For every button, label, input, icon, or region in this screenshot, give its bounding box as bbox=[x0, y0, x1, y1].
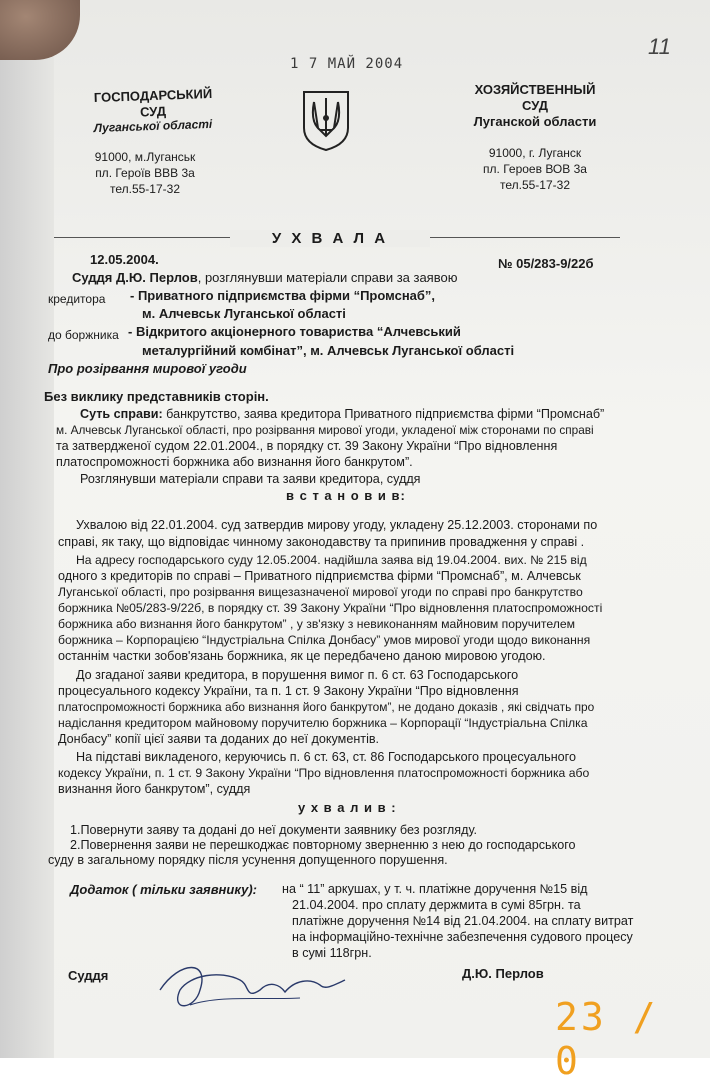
attachment-label: Додаток ( тільки заявнику): bbox=[70, 882, 257, 897]
judge-label: Суддя bbox=[68, 968, 109, 983]
body-line: процесуального кодексу України, та п. 1 ст. 9 Закону України “Про відновлення bbox=[58, 684, 519, 698]
essence-line-4: платоспроможності боржника або визнання його банкрутом”. bbox=[56, 455, 413, 469]
body-line: одного з кредиторів по справі – Приватного підприємства фірми “Промснаб”, м. Алчевськ bbox=[58, 569, 581, 583]
doc-title: У Х В А Л А bbox=[230, 230, 430, 247]
received-stamp: 1 7 МАЙ 2004 bbox=[290, 56, 404, 72]
judge-intro: Суддя Д.Ю. Перлов, розглянувши матеріали справи за заявою bbox=[72, 270, 458, 285]
address-city-right: 91000, г. Луганск bbox=[488, 146, 582, 160]
body-line: останнім частки зобов'язань боржника, як це передбачено даною мировою угодою. bbox=[58, 649, 546, 663]
essence-line-3: та затвердженої судом 22.01.2004., в порядку ст. 39 Закону України “Про відновлення bbox=[56, 439, 558, 453]
reviewed-line: Розглянувши матеріали справи та заяви кредитора, суддя bbox=[80, 472, 421, 486]
debtor-line-2: металургійний комбінат”, м. Алчевськ Луганської області bbox=[142, 343, 515, 358]
body-line: Донбасу” копії цієї заяви та доданих до неї документів. bbox=[58, 732, 380, 746]
page-shadow-edge bbox=[0, 0, 54, 1058]
address-city-left: 91000, м.Луганськ bbox=[94, 150, 196, 164]
trident-icon bbox=[300, 88, 352, 152]
court-label-left: СУД bbox=[139, 103, 167, 120]
body-line: платоспроможності боржника або визнання його банкрутом”, не додано доказів , які свідчать про bbox=[58, 700, 595, 714]
attachment-line: платіжне доручення №14 від 21.04.2004. на сплату витрат bbox=[292, 914, 634, 928]
attachment-line: на “ 11” аркушах, у т. ч. платіжне доручення №15 від bbox=[282, 882, 588, 896]
doc-number: № 05/283-9/22б bbox=[498, 256, 594, 271]
court-region-left: Луганської області bbox=[93, 116, 213, 136]
no-parties-line: Без виклику представників сторін. bbox=[44, 389, 269, 404]
phone-right: тел.55-17-32 bbox=[499, 178, 570, 192]
attachment-line: в сумі 118грн. bbox=[292, 946, 372, 960]
body-line: До згаданої заяви кредитора, в порушення вимог п. 6 ст. 63 Господарського bbox=[76, 668, 519, 682]
doc-date: 12.05.2004. bbox=[90, 252, 159, 267]
body-line: кодексу України, п. 1 ст. 9 Закону України “Про відновлення платоспроможності боржника або bbox=[58, 766, 590, 780]
body-line: визнання його банкрутом”, суддя bbox=[58, 782, 251, 796]
court-label-right: СУД bbox=[522, 98, 548, 113]
body-line: боржника №05/283-9/22б, в порядку ст. 39 Закону України “Про відновлення платоспроможності bbox=[58, 601, 603, 615]
body-line: боржника або визнання його банкрутом” , у зв'язку з невиконанням майновим поручителем bbox=[58, 617, 575, 631]
address-street-right: пл. Героев ВОВ 3а bbox=[483, 162, 587, 176]
body-line: На підставі викладеного, керуючись п. 6 ст. 63, ст. 86 Господарського процесуального bbox=[76, 750, 577, 764]
court-name-left: ГОСПОДАРСЬКИЙ bbox=[93, 85, 213, 106]
court-name-right: ХОЗЯЙСТВЕННЫЙ bbox=[474, 82, 596, 97]
attachment-line: 21.04.2004. про сплату держмита в сумі 85грн. та bbox=[292, 898, 581, 912]
creditor-label: кредитора bbox=[48, 292, 106, 306]
subject-line: Про розірвання мирової угоди bbox=[48, 361, 247, 376]
body-line: На адресу господарського суду 12.05.2004. надійшла заява від 19.04.2004. вих. № 215 від bbox=[76, 553, 587, 567]
photo-date-stamp: 23 / 0 bbox=[555, 995, 659, 1083]
body-line: справі, як таку, що відповідає чинному законодавству та припинив провадження у справі . bbox=[58, 535, 585, 549]
essence-line-1: Суть справи: банкрутство, заява кредитора Приватного підприємства фірми “Промснаб” bbox=[80, 407, 605, 421]
attachment-line: на інформаційно-технічне забезпечення судового процесу bbox=[292, 930, 633, 944]
ruling-item: 2.Повернення заяви не перешкоджає повторному зверненню з нею до господарського bbox=[70, 838, 576, 852]
finger-photo-artifact bbox=[0, 0, 80, 60]
court-region-right: Луганской области bbox=[473, 114, 597, 129]
established-heading: в с т а н о в и в: bbox=[286, 488, 406, 503]
ruled-heading: у х в а л и в : bbox=[298, 800, 397, 815]
phone-left: тел.55-17-32 bbox=[109, 182, 180, 196]
body-line: боржника – Корпорацією “Індустріальна Спілка Донбасу” умов мирової угоди щодо виконання bbox=[58, 633, 591, 647]
judge-name: Д.Ю. Перлов bbox=[462, 966, 544, 981]
body-line: надіслання кредитором майновому поручителю боржника – Корпорації “Індустріальна Спілка bbox=[58, 716, 588, 730]
essence-line-2: м. Алчевськ Луганської області, про розірвання мирової угоди, укладеної між сторонами по справі bbox=[56, 423, 594, 437]
creditor-line-1: - Приватного підприємства фірми “Промснаб”, bbox=[130, 288, 436, 303]
signature-image bbox=[150, 950, 350, 1020]
body-line: Луганської області, про розірвання вищезазначеної мирової угоди по справі про банкрутство bbox=[58, 585, 583, 599]
creditor-line-2: м. Алчевськ Луганської області bbox=[142, 306, 346, 321]
ruling-item: суду в загальному порядку після усунення допущенного порушення. bbox=[48, 853, 448, 867]
ruling-item: 1.Повернути заяву та додані до неї документи заявнику без розгляду. bbox=[70, 823, 477, 837]
debtor-line-1: - Відкритого акціонерного товариства “Алчевський bbox=[128, 324, 461, 339]
body-line: Ухвалою від 22.01.2004. суд затвердив мирову угоду, укладену 25.12.2003. сторонами по bbox=[76, 518, 598, 532]
address-street-left: пл. Героїв ВВВ 3а bbox=[95, 166, 195, 180]
debtor-label: до боржника bbox=[48, 328, 119, 342]
handwritten-page-number: 11 bbox=[648, 34, 671, 59]
